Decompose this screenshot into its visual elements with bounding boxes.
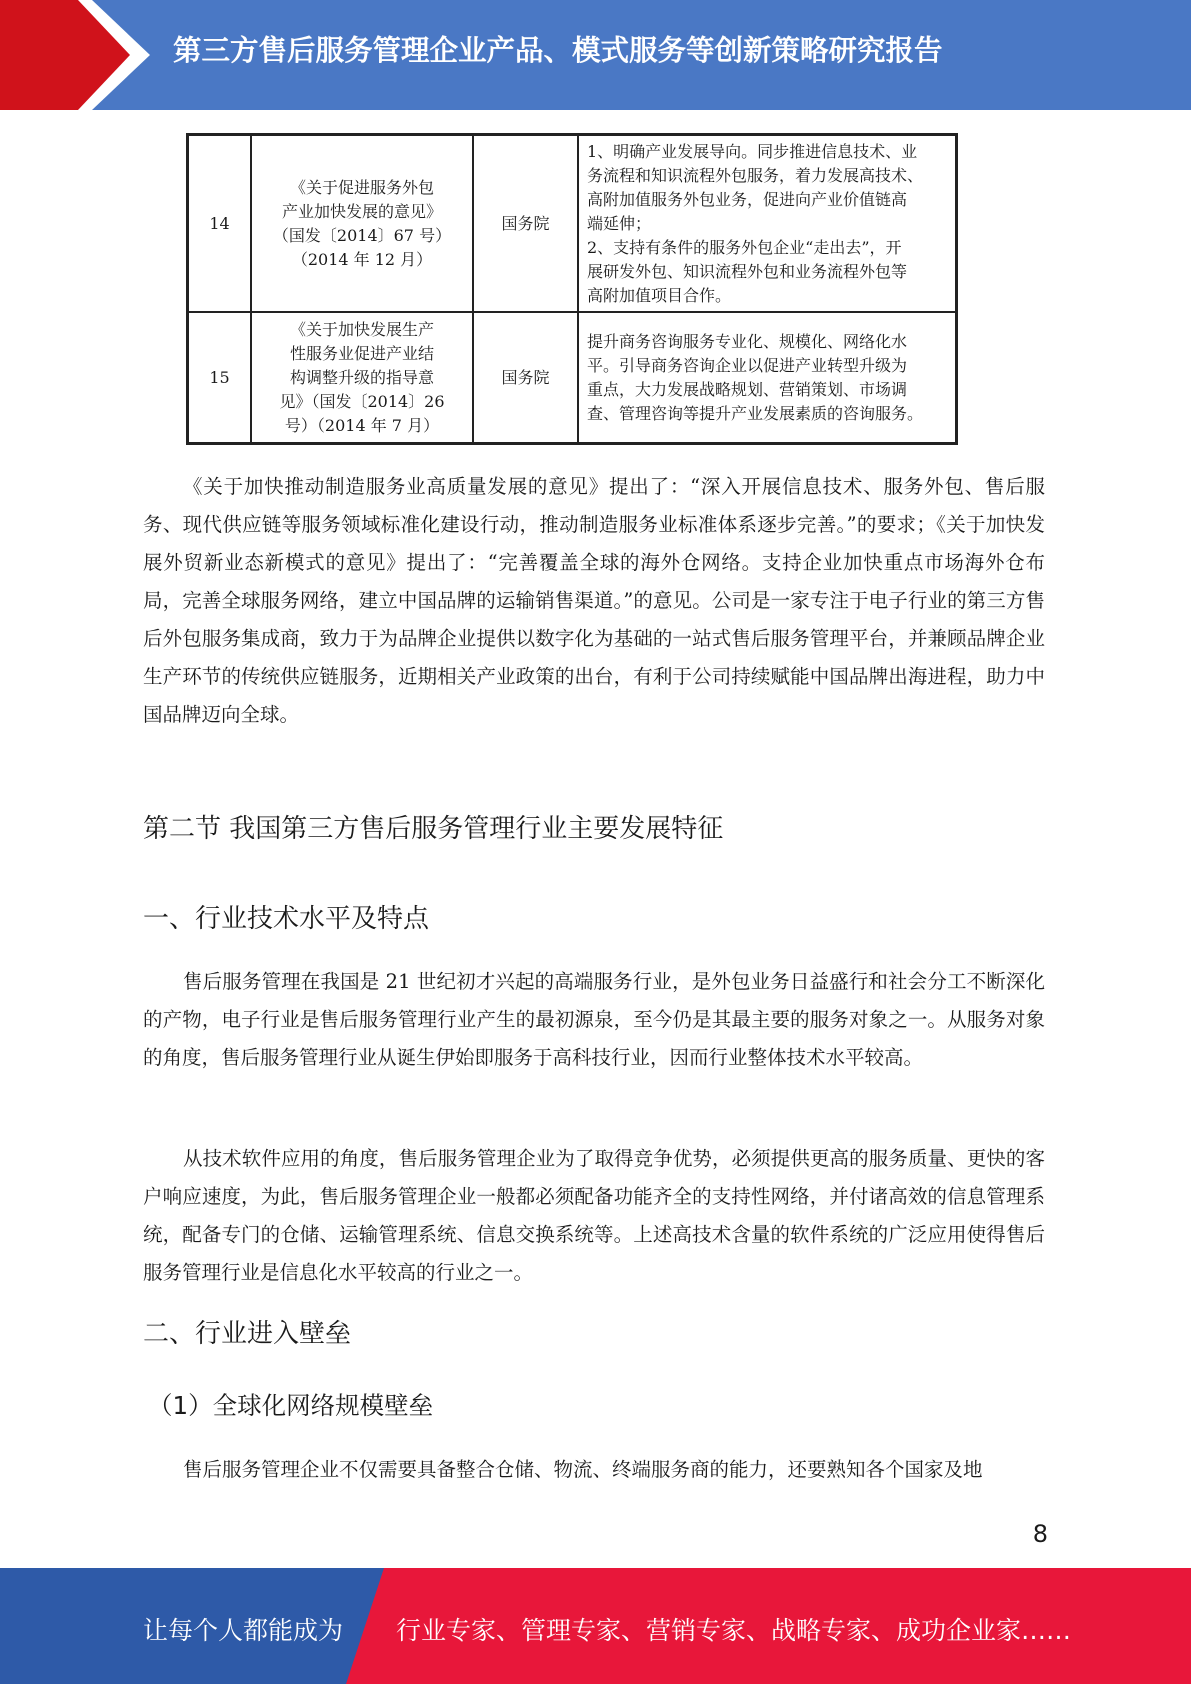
doc-line: （国发〔2014〕67 号） xyxy=(272,225,452,245)
row-number: 15 xyxy=(188,312,252,444)
subsection-heading-tech: 一、行业技术水平及特点 xyxy=(143,904,430,934)
content-line: 1、明确产业发展导向。同步推进信息技术、业 xyxy=(587,141,918,161)
content-line: 2、支持有条件的服务外包企业“走出去”，开 xyxy=(587,237,902,257)
table-row xyxy=(188,312,957,444)
section-heading: 第二节 我国第三方售后服务管理行业主要发展特征 xyxy=(143,814,724,844)
content-line: 提升商务咨询服务专业化、规模化、网络化水 xyxy=(587,331,908,351)
global-network-paragraph: 售后服务管理企业不仅需要具备整合仓储、物流、终端服务商的能力，还要熟知各个国家及地 xyxy=(183,1458,983,1481)
content-line: 平。引导商务咨询企业以促进产业转型升级为 xyxy=(587,355,908,375)
doc-line: 号）（2014 年 7 月） xyxy=(284,415,440,435)
policy-document xyxy=(251,135,473,313)
content-line: 高附加值服务外包业务，促进向产业价值链高 xyxy=(587,189,908,209)
doc-line: 《关于加快发展生产 xyxy=(289,319,434,339)
policy-table xyxy=(186,133,958,445)
doc-line: 见》（国发〔2014〕26 xyxy=(279,391,445,411)
doc-line: 产业加快发展的意见》 xyxy=(281,201,442,221)
content-line: 重点，大力发展战略规划、营销策划、市场调 xyxy=(587,379,908,399)
policy-content xyxy=(578,135,957,313)
report-title: 第三方售后服务管理企业产品、模式服务等创新策略研究报告 xyxy=(173,34,943,67)
doc-line: （2014 年 12 月） xyxy=(291,249,433,269)
content-line: 务流程和知识流程外包服务，着力发展高技术、 xyxy=(587,165,924,185)
footer-banner xyxy=(0,1568,1191,1684)
policy-content xyxy=(578,312,957,444)
doc-line: 构调整升级的指导意 xyxy=(289,367,434,387)
content-line: 查、管理咨询等提升产业发展素质的咨询服务。 xyxy=(587,403,924,423)
footer-slogan-left: 让每个人都能成为 xyxy=(143,1616,344,1645)
doc-line: 性服务业促进产业结 xyxy=(289,343,434,363)
software-application-paragraph: 从技术软件应用的角度，售后服务管理企业为了取得竞争优势，必须提供更高的服务质量、更快的客户响应速度，为此，售后服务管理企业一般都必须配备功能齐全的支持性网络，并付诸高效的信息管理系统，配备专门的仓储、运输管理系统、信息交换系统等。上述高技术含量的软件系统的广泛应用使得售后服务管理行业是信息化水平较高的行业之一。 xyxy=(143,1147,1045,1284)
footer-slogan-right: 行业专家、管理专家、营销专家、战略专家、成功企业家…… xyxy=(396,1616,1072,1645)
content-line: 端延伸； xyxy=(587,213,652,233)
page-number: 8 xyxy=(1032,1520,1048,1548)
barrier-heading-global-network: （1）全球化网络规模壁垒 xyxy=(148,1391,434,1420)
subsection-heading-barriers: 二、行业进入壁垒 xyxy=(143,1319,352,1349)
table-row xyxy=(188,135,957,313)
content-line: 展研发外包、知识流程外包和业务流程外包等 xyxy=(587,261,908,281)
policy-summary-paragraph: 《关于加快推动制造服务业高质量发展的意见》提出了：“深入开展信息技术、服务外包、售后服务、现代供应链等服务领域标准化建设行动，推动制造服务业标准体系逐步完善。”的要求；《关于加快发展外贸新业态新模式的意见》提出了：“完善覆盖全球的海外仓网络。支持企业加快重点市场海外仓布局，完善全球服务网络，建立中国品牌的运输销售渠道。”的意见。公司是一家专注于电子行业的第三方售后外包服务集成商，致力于为品牌企业提供以数字化为基础的一站式售后服务管理平台，并兼顾品牌企业生产环节的传统供应链服务，近期相关产业政策的出台，有利于公司持续赋能中国品牌出海进程，助力中国品牌迈向全球。 xyxy=(143,475,1045,726)
doc-line: 《关于促进服务外包 xyxy=(289,177,434,197)
row-number: 14 xyxy=(188,135,252,313)
tech-level-paragraph: 售后服务管理在我国是 21 世纪初才兴起的高端服务行业，是外包业务日益盛行和社会分工不断深化的产物，电子行业是售后服务管理行业产生的最初源泉，至今仍是其最主要的服务对象之一。从服务对象的角度，售后服务管理行业从诞生伊始即服务于高科技行业，因而行业整体技术水平较高。 xyxy=(143,970,1045,1069)
header-arrow-tab xyxy=(0,0,150,110)
header-banner xyxy=(0,0,1191,110)
content-line: 高附加值项目合作。 xyxy=(587,285,732,305)
policy-document xyxy=(251,312,473,444)
issuing-body: 国务院 xyxy=(473,135,578,313)
issuing-body: 国务院 xyxy=(473,312,578,444)
